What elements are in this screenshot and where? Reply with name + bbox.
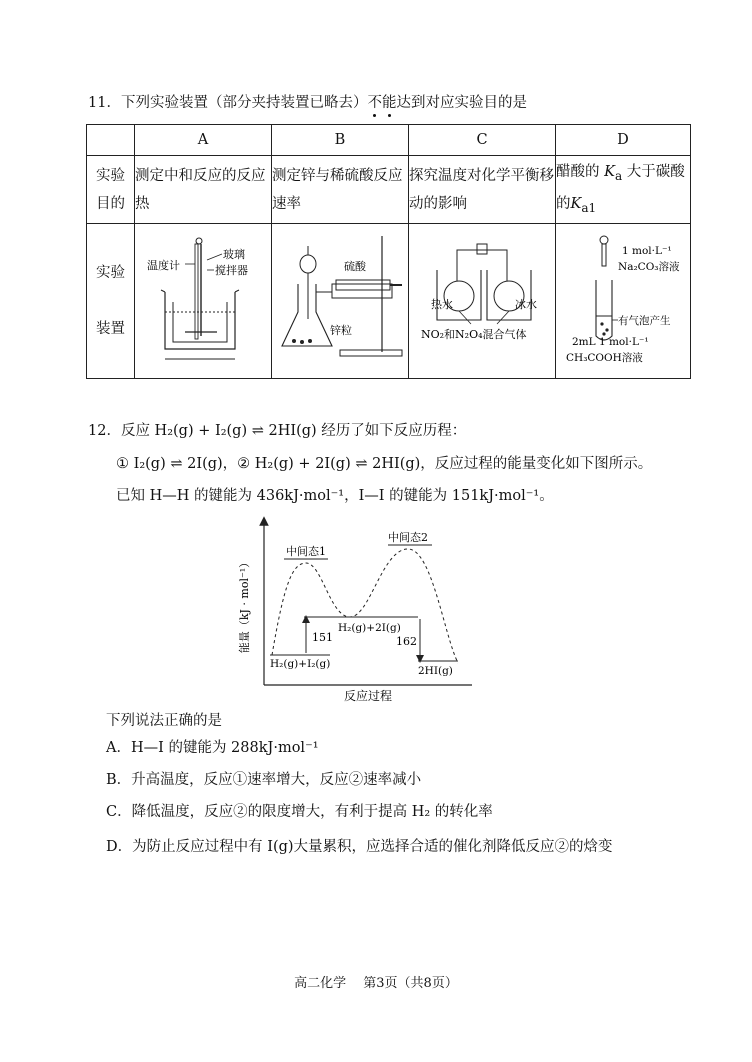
- q12-line-3: 已知 H—H 的键能为 436kJ·mol⁻¹，I—I 的键能为 151kJ·mol⁻¹。: [116, 488, 554, 504]
- q11-purpose-d-sub2: a1: [581, 200, 597, 215]
- hot-water-label: 热水: [431, 298, 453, 311]
- q12-prompt: 下列说法正确的是: [106, 713, 222, 729]
- q11-purpose-label-1: 实验: [96, 167, 125, 184]
- q11-purpose-d-part1: 醋酸的: [556, 163, 600, 180]
- q11-apparatus-b: [272, 224, 409, 379]
- middle-label: H₂(g)+2I(g): [338, 622, 401, 634]
- q11-apparatus-label: [87, 224, 135, 379]
- q11-purpose-c: 探究温度对化学平衡移动的影响: [409, 156, 556, 224]
- zinc-label: 锌粒: [330, 324, 352, 337]
- stirrer-label-1: 玻璃: [223, 248, 245, 261]
- q11-header-a: A: [135, 125, 272, 156]
- thermometer-label: 温度计: [147, 259, 180, 272]
- q11-purpose-row: [87, 156, 691, 224]
- q11-header-c: C: [409, 125, 556, 156]
- acid-strength-figure: [556, 224, 690, 374]
- page-footer: 高二化学 第3页（共8页）: [294, 976, 458, 991]
- q11-apparatus-d: [556, 224, 691, 379]
- q11-purpose-label-2: 目的: [96, 195, 125, 212]
- q11-apparatus-a: [135, 224, 272, 379]
- q11-apparatus-c: [409, 224, 556, 379]
- q11-header-row: [87, 125, 691, 156]
- ts1-label: 中间态1: [286, 545, 326, 558]
- q11-purpose-d-k: K: [604, 163, 615, 180]
- delta1-value: 151: [312, 631, 333, 644]
- q12-number: 12．: [88, 423, 121, 439]
- start-label: H₂(g)+I₂(g): [270, 658, 331, 670]
- acetic-conc-label: 2mL 1 mol·L⁻¹: [572, 336, 649, 348]
- q11-header-b: B: [272, 125, 409, 156]
- q11-table: [86, 124, 691, 379]
- test-tube-icon: [596, 280, 612, 340]
- q11-stem-before: 下列实验装置（部分夹持装置已略去）: [120, 95, 368, 111]
- q11-emph-2: 能: [381, 95, 397, 111]
- dropper-icon: [602, 244, 606, 266]
- q12-reaction: 反应 H₂(g) + I₂(g) ⇌ 2HI(g) 经历了如下反应历程：: [120, 423, 467, 439]
- q11-stem-after: 达到对应实验目的是: [396, 95, 527, 111]
- ts2-label: 中间态2: [388, 531, 428, 544]
- q11-purpose-d: [556, 156, 691, 224]
- q12-option-c: C．降低温度，反应②的限度增大，有利于提高 H₂ 的转化率: [106, 804, 493, 820]
- gas-mixture-label: NO₂和N₂O₄混合气体: [421, 328, 527, 341]
- q11-stem: [88, 91, 527, 112]
- stirrer-label-2: 搅拌器: [215, 264, 248, 277]
- q11-header-d: D: [556, 125, 691, 156]
- q11-number: 11．: [88, 95, 121, 111]
- funnel-icon: [300, 255, 316, 273]
- q11-purpose-d-sub: a: [614, 168, 623, 183]
- q12-line-2: ① I₂(g) ⇌ 2I(g)，② H₂(g) + 2I(g) ⇌ 2HI(g)，反应过程的能量变化如下图所示。: [116, 456, 653, 472]
- reaction-rate-figure: [272, 224, 408, 374]
- ice-water-label: 冰水: [515, 298, 537, 311]
- q12-option-b: B．升高温度，反应①速率增大，反应②速率减小: [106, 772, 422, 788]
- q11-apparatus-label-1: 实验: [96, 265, 125, 281]
- energy-diagram: [232, 515, 492, 705]
- na2co3-conc-label: 1 mol·L⁻¹: [622, 245, 672, 257]
- end-label: 2HI(g): [418, 665, 453, 677]
- thermometer-icon: [195, 244, 198, 339]
- equilibrium-figure: [409, 224, 555, 374]
- calorimeter-figure: [135, 224, 271, 374]
- acid-label: 硫酸: [344, 260, 366, 273]
- reaction-path: [272, 549, 458, 663]
- q11-emph-1: 不: [367, 95, 382, 111]
- q11-purpose-a: 测定中和反应的反应热: [135, 156, 272, 224]
- flask-icon: [282, 284, 332, 346]
- bubbles-label: 有气泡产生: [618, 315, 671, 327]
- q11-apparatus-label-2: 装置: [96, 321, 125, 337]
- q11-apparatus-row: [87, 224, 691, 379]
- q11-purpose-b: 测定锌与稀硫酸反应速率: [272, 156, 409, 224]
- q12-option-a: A．H—I 的键能为 288kJ·mol⁻¹: [106, 740, 319, 756]
- q12-line-1: [88, 419, 466, 440]
- q11-corner-cell: [87, 125, 135, 156]
- acetic-acid-label: CH₃COOH溶液: [566, 352, 643, 364]
- delta2-value: 162: [396, 635, 417, 648]
- y-axis-label: 能量（kJ · mol⁻¹）: [238, 556, 251, 654]
- q11-purpose-label: [87, 156, 135, 224]
- q11-purpose-d-part2: 大于碳酸的: [556, 163, 685, 212]
- q11-purpose-d-k2: K: [570, 195, 582, 212]
- na2co3-label: Na₂CO₃溶液: [618, 261, 680, 273]
- x-axis-label: 反应过程: [343, 689, 393, 703]
- q12-option-d: D．为防止反应过程中有 I(g)大量累积，应选择合适的催化剂降低反应②的焓变: [106, 839, 613, 855]
